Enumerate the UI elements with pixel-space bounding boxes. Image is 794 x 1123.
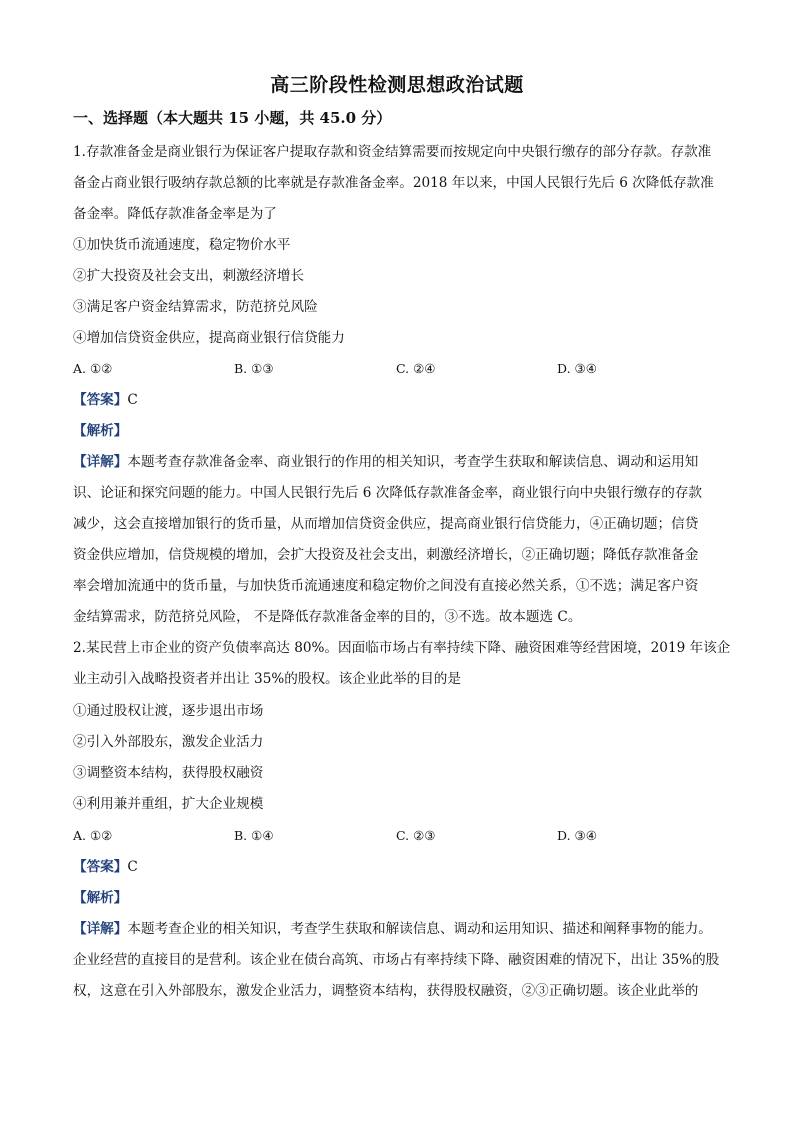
detail-text: 本题考查企业的相关知识，考查学生获取和解读信息、调动和运用知识、描述和阐释事物的能力。 <box>127 921 712 937</box>
q1-analysis-label <box>73 422 723 440</box>
q1-stem-line: 备金率。降低存款准备金率是为了 <box>73 206 277 222</box>
detail-label: 【详解】 <box>73 921 128 937</box>
q1-option-a: A. ①② <box>73 361 113 376</box>
q2-option-a: A. ①② <box>73 828 113 843</box>
page-title: 高三阶段性检测思想政治试题 <box>270 74 524 96</box>
q1-option-b: B. ①③ <box>234 361 274 376</box>
q2-detail-line: 权，这意在引入外部股东，激发企业活力，调整资本结构，获得股权融资，②③正确切题。该企业此举的 <box>73 983 699 999</box>
q2-answer <box>73 858 723 876</box>
q1-detail-line: 率会增加流通中的货币量，与加快货币流通速度和稳定物价之间没有直接必然关系，①不选；满足客户资 <box>73 578 699 594</box>
answer-label: 【答案】 <box>73 859 128 875</box>
q1-choice-item: ③满足客户资金结算需求，防范挤兑风险 <box>73 299 318 315</box>
q2-stem-line: 2.某民营上市企业的资产负债率高达 80%。因面临市场占有率持续下降、融资困难等经营困境，2019 年该企 <box>73 640 731 656</box>
q2-analysis-label <box>73 889 723 907</box>
q1-choice-item: ④增加信贷资金供应，提高商业银行信贷能力 <box>73 330 345 346</box>
q1-detail-line: 识、论证和探究问题的能力。中国人民银行先后 6 次降低存款准备金率，商业银行向中央银行缴存的存款 <box>73 485 703 501</box>
q1-answer <box>73 391 723 409</box>
q1-detail-line: 资金供应增加，信贷规模的增加，会扩大投资及社会支出，刺激经济增长，②正确切题；降低存款准备金 <box>73 547 699 563</box>
q2-stem-line: 业主动引入战略投资者并出让 35%的股权。该企业此举的目的是 <box>73 671 461 687</box>
q1-detail-line: 减少，这会直接增加银行的货币量，从而增加信贷资金供应，提高商业银行信贷能力，④正确切题；信贷 <box>73 516 699 532</box>
q2-detail-line: 企业经营的直接目的是营利。该企业在债台高筑、市场占有率持续下降、融资困难的情况下，出让 35%的股 <box>73 952 720 968</box>
q2-option-d: D. ③④ <box>557 828 597 843</box>
q1-detail-line <box>73 453 723 471</box>
q2-choice-item: ①通过股权让渡，逐步退出市场 <box>73 703 264 719</box>
q1-detail-line: 金结算需求，防范挤兑风险， 不是降低存款准备金率的目的，③不选。故本题选 C。 <box>73 609 582 625</box>
q2-option-b: B. ①④ <box>234 828 274 843</box>
q2-detail-line <box>73 920 723 938</box>
analysis-label: 【解析】 <box>73 890 128 906</box>
detail-label: 【详解】 <box>73 454 128 470</box>
answer-label: 【答案】 <box>73 392 128 408</box>
q1-option-d: D. ③④ <box>557 361 597 376</box>
answer-value: C <box>127 392 138 408</box>
q1-choice-item: ①加快货币流通速度，稳定物价水平 <box>73 237 291 253</box>
section-heading: 一、选择题（本大题共 15 小题，共 45.0 分） <box>73 109 392 127</box>
q1-option-c: C. ②④ <box>396 361 436 376</box>
q2-choice-item: ②引入外部股东，激发企业活力 <box>73 734 264 750</box>
q2-option-c: C. ②③ <box>396 828 436 843</box>
q2-choice-item: ③调整资本结构，获得股权融资 <box>73 765 264 781</box>
q1-stem-line: 1.存款准备金是商业银行为保证客户提取存款和资金结算需要而按规定向中央银行缴存的部分存款。存款准 <box>73 144 712 160</box>
answer-value: C <box>127 859 138 875</box>
detail-text: 本题考查存款准备金率、商业银行的作用的相关知识，考查学生获取和解读信息、调动和运用知 <box>127 454 699 470</box>
q1-choice-item: ②扩大投资及社会支出，刺激经济增长 <box>73 268 305 284</box>
analysis-label: 【解析】 <box>73 423 128 439</box>
q1-stem-line: 备金占商业银行吸纳存款总额的比率就是存款准备金率。2018 年以来，中国人民银行先后 6 次降低存款准 <box>73 175 714 191</box>
q2-choice-item: ④利用兼并重组，扩大企业规模 <box>73 796 264 812</box>
